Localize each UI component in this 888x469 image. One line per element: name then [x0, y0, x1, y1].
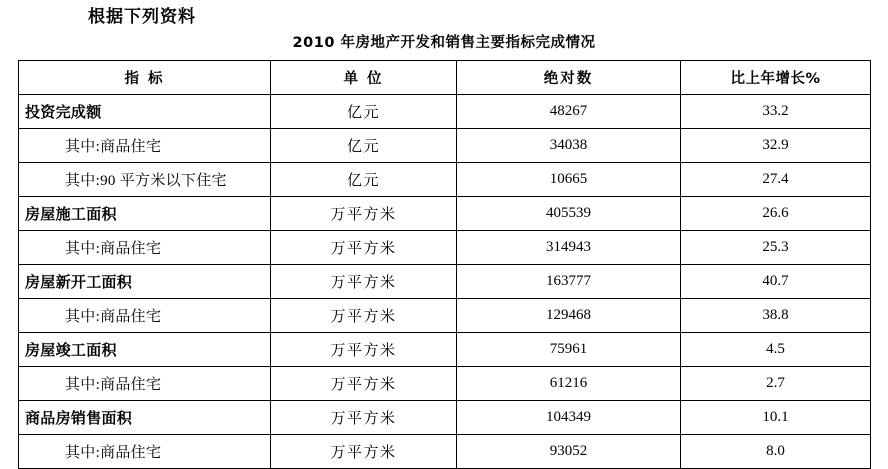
- cell-absolute: 34038: [457, 129, 681, 163]
- cell-growth: 10.1: [681, 401, 871, 435]
- table-row: [19, 197, 871, 231]
- cell-indicator: 其中:商品住宅: [19, 367, 271, 401]
- cell-absolute: 93052: [457, 435, 681, 469]
- cell-absolute: 75961: [457, 333, 681, 367]
- cell-growth: 38.8: [681, 299, 871, 333]
- cell-indicator: 商品房销售面积: [19, 401, 271, 435]
- table-body: [19, 95, 871, 469]
- cell-unit: 万平方米: [271, 299, 457, 333]
- cell-indicator: 投资完成额: [19, 95, 271, 129]
- cell-indicator: 其中:90 平方米以下住宅: [19, 163, 271, 197]
- cell-absolute: 48267: [457, 95, 681, 129]
- cell-indicator: 其中:商品住宅: [19, 299, 271, 333]
- data-table: [18, 60, 871, 469]
- cell-absolute: 104349: [457, 401, 681, 435]
- column-header-indicator: 指 标: [19, 61, 271, 95]
- cell-absolute: 129468: [457, 299, 681, 333]
- table-row: [19, 299, 871, 333]
- cell-unit: 亿元: [271, 163, 457, 197]
- cell-indicator: 房屋新开工面积: [19, 265, 271, 299]
- column-header-growth: 比上年增长%: [681, 61, 871, 95]
- cell-unit: 万平方米: [271, 265, 457, 299]
- cell-absolute: 10665: [457, 163, 681, 197]
- cell-growth: 2.7: [681, 367, 871, 401]
- cell-growth: 40.7: [681, 265, 871, 299]
- table-row: [19, 401, 871, 435]
- column-header-unit: 单 位: [271, 61, 457, 95]
- cell-absolute: 61216: [457, 367, 681, 401]
- cell-unit: 万平方米: [271, 435, 457, 469]
- table-row: [19, 163, 871, 197]
- table-row: [19, 129, 871, 163]
- cell-growth: 27.4: [681, 163, 871, 197]
- cell-growth: 25.3: [681, 231, 871, 265]
- cell-unit: 亿元: [271, 129, 457, 163]
- cell-indicator: 房屋施工面积: [19, 197, 271, 231]
- cell-absolute: 314943: [457, 231, 681, 265]
- cell-unit: 亿元: [271, 95, 457, 129]
- cell-growth: 32.9: [681, 129, 871, 163]
- cell-growth: 26.6: [681, 197, 871, 231]
- column-header-absolute: 绝对数: [457, 61, 681, 95]
- cell-indicator: 其中:商品住宅: [19, 129, 271, 163]
- table-row: [19, 265, 871, 299]
- cell-indicator: 其中:商品住宅: [19, 231, 271, 265]
- cell-unit: 万平方米: [271, 401, 457, 435]
- table-title: 2010 年房地产开发和销售主要指标完成情况: [292, 35, 596, 51]
- cell-growth: 33.2: [681, 95, 871, 129]
- table-row: [19, 367, 871, 401]
- cell-growth: 4.5: [681, 333, 871, 367]
- table-header: [19, 61, 871, 95]
- cell-unit: 万平方米: [271, 197, 457, 231]
- cell-absolute: 163777: [457, 265, 681, 299]
- cell-unit: 万平方米: [271, 367, 457, 401]
- table-row: [19, 95, 871, 129]
- document-heading: 根据下列资料: [88, 7, 196, 27]
- cell-indicator: 房屋竣工面积: [19, 333, 271, 367]
- cell-absolute: 405539: [457, 197, 681, 231]
- table-header-row: [19, 61, 871, 95]
- data-table-container: [18, 60, 870, 469]
- cell-unit: 万平方米: [271, 231, 457, 265]
- cell-growth: 8.0: [681, 435, 871, 469]
- table-row: [19, 231, 871, 265]
- table-row: [19, 333, 871, 367]
- cell-unit: 万平方米: [271, 333, 457, 367]
- table-row: [19, 435, 871, 469]
- cell-indicator: 其中:商品住宅: [19, 435, 271, 469]
